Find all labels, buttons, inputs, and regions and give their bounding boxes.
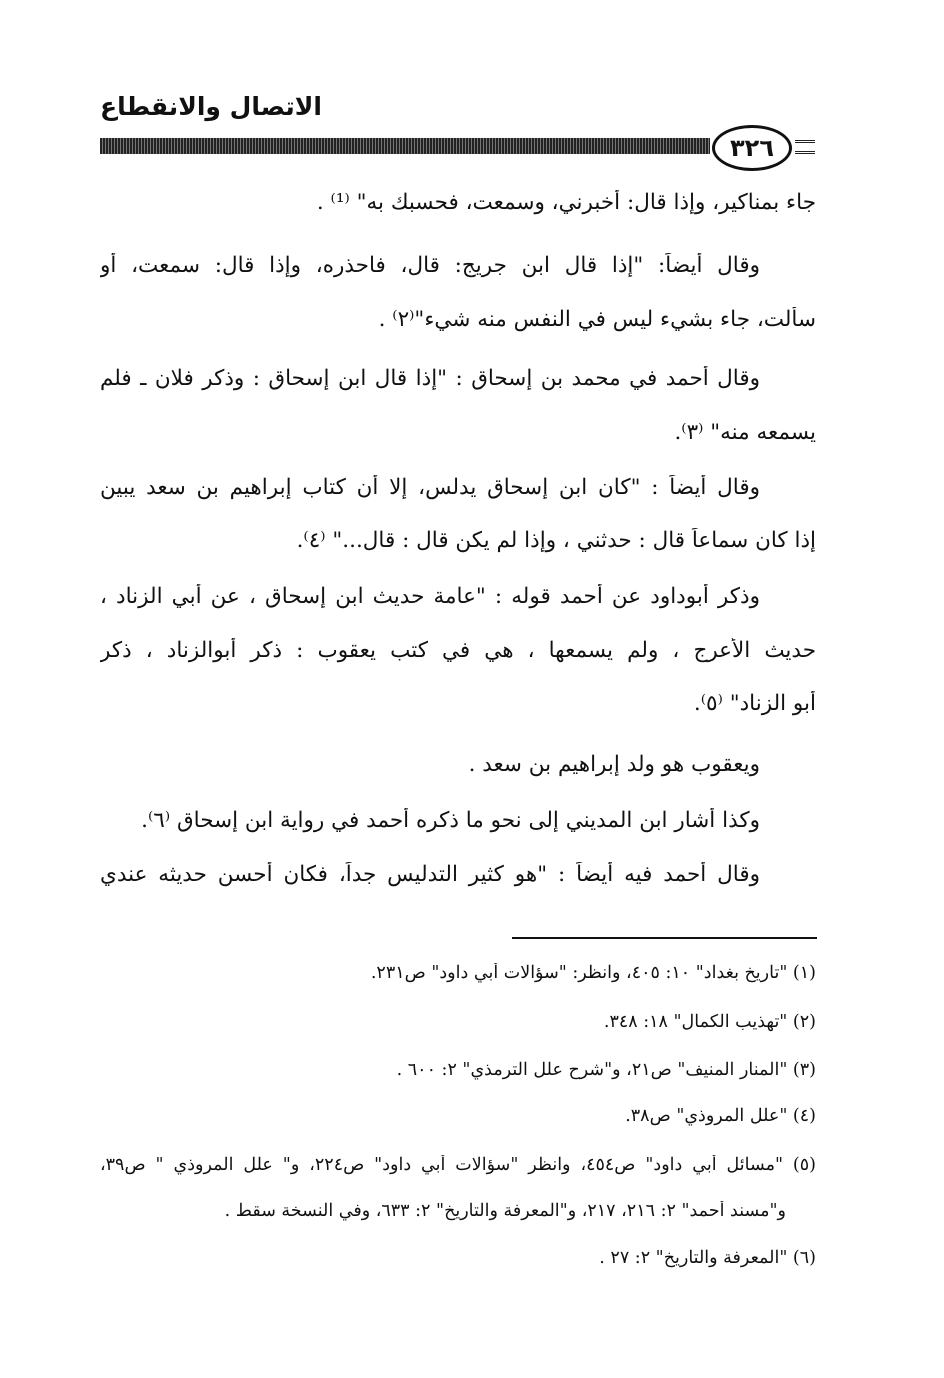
text-line: ويعقوب هو ولد إبراهيم بن سعد . — [468, 752, 760, 777]
footnote: (١) "تاريخ بغداد" ١٠: ٤٠٥، وانظر: "سؤالات أبي داود" ص٢٣١. — [370, 963, 816, 983]
text-line: جاء بمناكير، وإذا قال: أخبرني، وسمعت، فحسبك به" ⁽¹⁾ . — [316, 190, 816, 215]
text-line: يسمعه منه" ⁽٣⁾. — [674, 420, 816, 445]
text-line: وقال أحمد في محمد بن إسحاق : "إذا قال ابن إسحاق : وذكر فلان ـ فلم — [100, 366, 760, 391]
footnote: (٤) "علل المروذي" ص٣٨. — [625, 1106, 816, 1126]
text-line: أبو الزناد" ⁽٥⁾. — [693, 691, 816, 716]
page-number: ٣٢٦ — [712, 125, 792, 171]
header-rule — [100, 138, 710, 154]
running-title: الاتصال والانقطاع — [100, 92, 322, 121]
footnote: (٦) "المعرفة والتاريخ" ٢: ٢٧ . — [599, 1248, 816, 1268]
footnote: (٢) "تهذيب الكمال" ١٨: ٣٤٨. — [603, 1012, 816, 1032]
header-rule-end — [795, 140, 815, 154]
text-line: سألت، جاء بشيء ليس في النفس منه شيء"⁽٢⁾ . — [378, 307, 816, 332]
footnote-continuation: و"مسند أحمد" ٢: ٢١٦، ٢١٧، و"المعرفة والتاريخ" ٢: ٦٣٣، وفي النسخة سقط . — [224, 1201, 786, 1221]
footnote: (٥) "مسائل أبي داود" ص٤٥٤، وانظر "سؤالات أبي داود" ص٢٢٤، و" علل المروذي " ص٣٩، — [100, 1155, 816, 1175]
text-line: وقال أيضاً : "كان ابن إسحاق يدلس، إلا أن كتاب إبراهيم بن سعد يبين — [100, 475, 760, 500]
text-line: حديث الأعرج ، ولم يسمعها ، هي في كتب يعقوب : ذكر أبوالزناد ، ذكر — [100, 638, 816, 663]
text-line: وقال أيضاً: "إذا قال ابن جريج: قال، فاحذره، وإذا قال: سمعت، أو — [100, 253, 760, 278]
text-line: إذا كان سماعاً قال : حدثني ، وإذا لم يكن قال : قال..." ⁽٤⁾. — [296, 528, 816, 553]
footnote: (٣) "المنار المنيف" ص٢١، و"شرح علل الترمذي" ٢: ٦٠٠ . — [396, 1060, 816, 1080]
text-line: وقال أحمد فيه أيضاً : "هو كثير التدليس جداً، فكان أحسن حديثه عندي — [100, 862, 760, 887]
footnote-separator — [512, 937, 817, 939]
text-line: وكذا أشار ابن المديني إلى نحو ما ذكره أحمد في رواية ابن إسحاق ⁽٦⁾. — [141, 808, 760, 833]
text-line: وذكر أبوداود عن أحمد قوله : "عامة حديث ابن إسحاق ، عن أبي الزناد ، — [100, 584, 760, 609]
